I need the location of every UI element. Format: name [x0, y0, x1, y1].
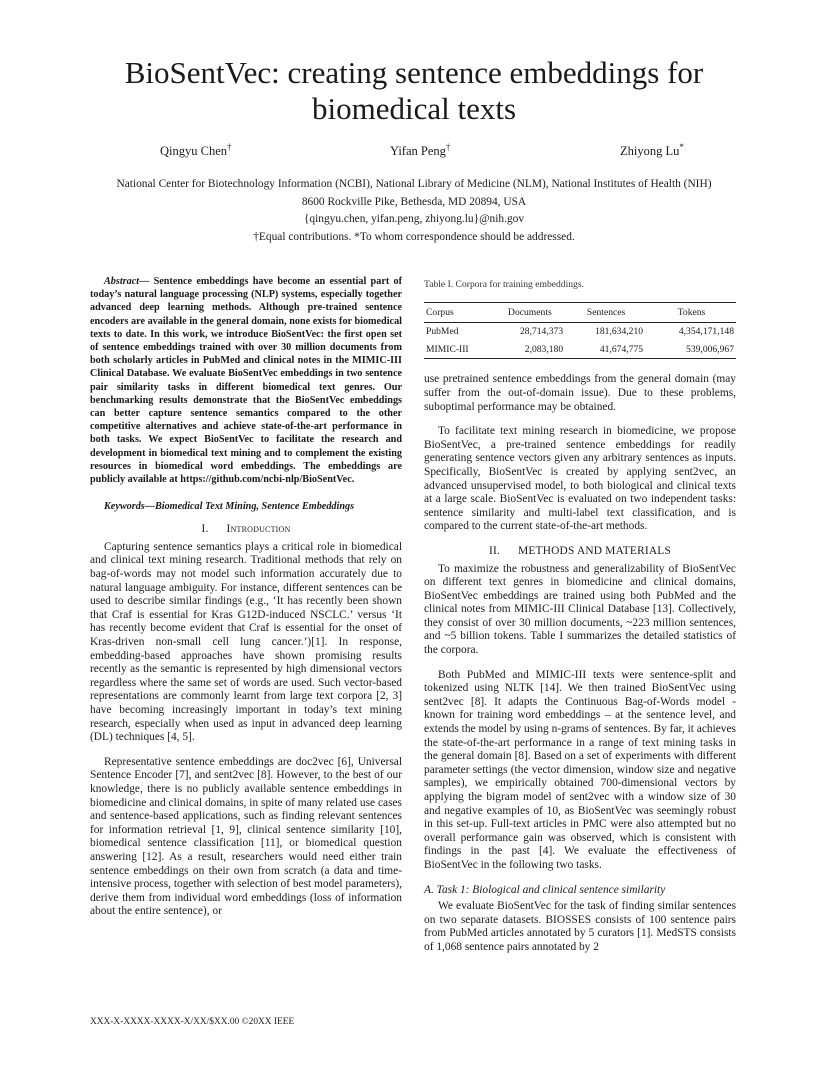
- abstract-text: Sentence embeddings have become an essential part of today’s natural language processing (NLP) systems, especially together advanced deep learning methods. Although pre-trained sentence encoders are available in the general domain, none exists for biomedical texts to date. In this work, we introduce BioSentVec: the first open set of sentence embeddings trained with over 30 million documents from both scholarly articles in PubMed and clinical notes in the MIMIC-III Clinical Database. We evaluate BioSentVec embeddings in two sentence pair similarity tasks in different biomedical text genres. Our benchmarking results demonstrate that the BioSentVec embeddings can better capture sentence semantics compared to the other competitive alternatives and achieve state-of-the-art performance in both tasks. We expect BioSentVec to facilitate the research and development in biomedical text mining and to complement the existing resources in biomedical word embeddings. The embeddings are publicly available at https://github.com/ncbi-nlp/BioSentVec.: [90, 276, 402, 486]
- table-cell: 181,634,210: [595, 326, 644, 338]
- table-cell: PubMed: [426, 326, 459, 338]
- section-2-title: METHODS AND MATERIALS: [518, 544, 671, 557]
- author-1: [160, 142, 232, 159]
- table-caption: Table I. Corpora for training embeddings.: [424, 279, 584, 290]
- intro-paragraph-4: To facilitate text mining research in biomedicine, we propose BioSentVec, a pre-trained sentence embeddings for readily generating sentence vectors given any arbitrary sentences as inputs. Specifically, BioSentVec is created by applying sent2vec, an advanced unsupervised model, to both biological and clinical texts at a large scale. BioSentVec is evaluated on two independent tasks: sentence similarity and multi-label text classification, and is compared to the current state-of-the-art methods.: [424, 425, 736, 533]
- right-column: [424, 278, 736, 966]
- section-2-heading: [424, 545, 736, 559]
- section-1-title: Introduction: [226, 523, 291, 536]
- author-3-mark: *: [679, 142, 684, 152]
- author-list: [60, 142, 768, 164]
- intro-paragraph-1: Capturing sentence semantics plays a critical role in biomedical and clinical text mining research. Traditional methods that rely on bag-of-words may not model such information accurately due to natural language ambiguity. For instance, different sentences can be used to describe similar findings (e.g., ‘It has recently been shown that Craf is essential for Kras G12D-induced NSCLC.’ versus ‘It has recently become evident that Craf is essential for the onset of Kras-driven non-small cell lung cancer.’)[1]. In response, embedding-based approaches have shown promising results recently as the semantic is represented by high dimensional vectors regardless where the same set of words are used. Such vector-based representations are commonly learnt from large text corpora [2, 3] have becoming increasingly important in today’s text mining research, especially when used as input in advanced deep learning (DL) techniques [4, 5].: [90, 540, 402, 744]
- abstract: [90, 275, 402, 486]
- section-1-heading: [90, 523, 402, 537]
- author-1-mark: †: [227, 142, 232, 152]
- affiliation-block: [40, 176, 788, 246]
- table-cell: 4,354,171,148: [678, 326, 734, 338]
- methods-paragraph-1: To maximize the robustness and generalizability of BioSentVec on different text genres in biomedicine and clinical domains, BioSentVec embeddings are trained using both PubMed and the clinical notes from MIMIC-III Clinical Database [13]. Collectively, they consist of over 30 million documents, ~223 million sentences, and ~5 billion tokens. Table I summarizes the detailed statistics of the corpora.: [424, 562, 736, 657]
- table-cell: 2,083,180: [493, 341, 566, 359]
- table-corpora: [424, 278, 736, 359]
- intro-paragraph-2: Representative sentence embeddings are doc2vec [6], Universal Sentence Encoder [7], and sent2vec [8]. However, to the best of our knowledge, there is no publicly available sentence embeddings in biomedicine and clinical domains, in spite of many related use cases and sentence-based applications, such as finding relevant sentences for information retrieval [1, 9], clinical sentence similarity [10], biomedical sentence classification [11], or biomedical question answering [12]. As a result, researchers would need either train sentence embeddings on their own from scratch (a data and time-intensive process, together with selection of best model parameters), derive them from individual word embeddings (loss of information about the entire sentence), or: [90, 755, 402, 918]
- table-row: [424, 323, 736, 341]
- task1-paragraph-1: We evaluate BioSentVec for the task of finding similar sentences on two separate datasets. BIOSSES consists of 100 sentence pairs from PubMed articles annotated by 5 curators [1]. MedSTS consists of 1,068 sentence pairs annotated by 2: [424, 900, 736, 953]
- affiliation-note: †Equal contributions. *To whom correspondence should be addressed.: [253, 230, 575, 243]
- author-3: [620, 142, 684, 159]
- table-cell: MIMIC-III: [424, 341, 493, 359]
- methods-paragraph-2: Both PubMed and MIMIC-III texts were sentence-split and tokenized using NLTK [14]. We then trained BioSentVec using sent2vec [8]. It adapts the Continuous Bag-of-Words model - known for training word embeddings – at the sentence level, and extends the model by using n-grams of sentences. By far, it achieves the state-of-the-art performance in a range of text mining tasks in the general domain [8]. Based on a set of experiments with different parameter settings (the vector dimension, window size and negative samples), we empirically obtained 700-dimensional vectors by applying the bigram model of sent2vec with a window size of 30 and negative examples of 10, as BioSentVec was seemingly robust in this set-up. Full-text articles in PMC were also attempted but no overall performance gain was observed, which is consistent with findings in the past [4]. We evaluate the effectiveness of BioSentVec in the following two tasks.: [424, 668, 736, 871]
- abstract-lead: Abstract—: [104, 276, 150, 287]
- author-3-name: Zhiyong Lu: [620, 144, 680, 159]
- subsection-a-heading: A. Task 1: Biological and clinical sentence similarity: [424, 883, 666, 896]
- corpora-table: [424, 302, 736, 360]
- paper-title: BioSentVec: creating sentence embeddings for biomedical texts: [124, 54, 704, 126]
- table-cell: 28,714,373: [519, 326, 564, 338]
- keywords: Keywords—Biomedical Text Mining, Sentence Embeddings: [104, 501, 355, 513]
- author-2-name: Yifan Peng: [390, 144, 446, 159]
- table-header-sentences: Sentences: [565, 302, 645, 323]
- affiliation-line-2: 8600 Rockville Pike, Bethesda, MD 20894, USA: [301, 195, 527, 208]
- affiliation-emails: {qingyu.chen, yifan.peng, zhiyong.lu}@nih.gov: [303, 213, 525, 225]
- table-header-tokens: Tokens: [645, 302, 736, 323]
- table-cell: 41,674,775: [565, 341, 645, 359]
- table-row: [424, 341, 736, 359]
- copyright-footer: XXX-X-XXXX-XXXX-X/XX/$XX.00 ©20XX IEEE: [90, 1017, 295, 1027]
- section-1-number: I.: [201, 523, 209, 536]
- author-1-name: Qingyu Chen: [160, 144, 228, 159]
- table-cell: 539,006,967: [645, 341, 736, 359]
- author-2: [390, 142, 450, 159]
- section-2-number: II.: [489, 544, 501, 557]
- author-2-mark: †: [445, 142, 451, 152]
- table-header-documents: Documents: [493, 302, 566, 323]
- table-header-corpus: Corpus: [424, 302, 493, 323]
- intro-paragraph-3: use pretrained sentence embeddings from the general domain (may suffer from the out-of-domain issue). Due to these problems, suboptimal performance may be obtained.: [424, 373, 736, 413]
- table-header-row: [424, 302, 736, 323]
- affiliation-line-1: National Center for Biotechnology Information (NCBI), National Library of Medicine (NLM), National Institutes of Health (NIH): [116, 178, 712, 190]
- left-column: [90, 275, 402, 930]
